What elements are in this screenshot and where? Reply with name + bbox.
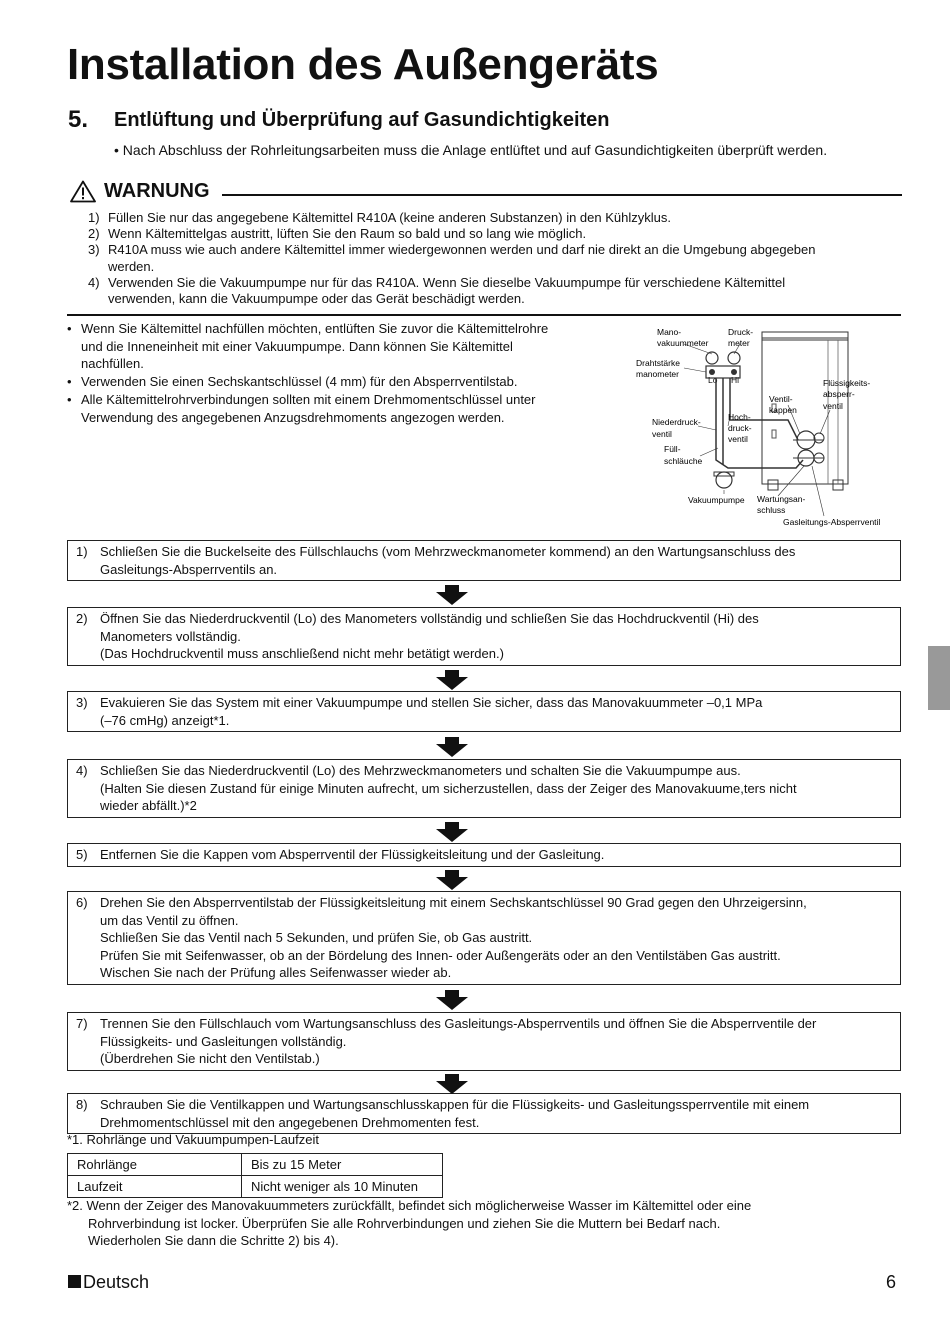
- label-ventil-1: Ventil-: [769, 394, 793, 404]
- step-box: [67, 540, 901, 581]
- warning-item-number: 2): [88, 226, 100, 242]
- warning-item: [88, 226, 900, 242]
- bullet-text: Alle Kältemittelrohrverbindungen sollten mit einem Drehmomentschlüssel unter: [81, 391, 536, 407]
- label-hoch-1: Hoch-: [728, 412, 751, 422]
- bullet-text: und die Inneneinheit mit einer Vakuumpumpe. Dann können Sie Kältemittel: [81, 338, 513, 354]
- step-number: 5): [76, 847, 88, 862]
- label-mano-1: Mano-: [657, 327, 682, 337]
- section-number: 5.: [68, 106, 89, 133]
- step-box: [67, 691, 901, 732]
- warning-item: [88, 275, 900, 307]
- label-ventil-2: kappen: [769, 405, 797, 415]
- step-text: (Das Hochdruckventil muss anschließend nicht mehr betätigt werden.): [100, 646, 504, 662]
- label-fuell-1: Füll-: [664, 444, 681, 454]
- vacuum-setup-diagram: [628, 320, 900, 532]
- footer-language: [68, 1272, 149, 1293]
- lo-label: Lo: [708, 375, 718, 385]
- down-arrow-icon: [436, 870, 468, 890]
- bullet-text: nachfüllen.: [81, 356, 144, 372]
- step-text: Entfernen Sie die Kappen vom Absperrventil der Flüssigkeitsleitung und der Gasleitung.: [100, 847, 605, 862]
- note-1: *1. Rohrlänge und Vakuumpumpen-Laufzeit: [67, 1132, 319, 1147]
- step-text: Schließen Sie das Niederdruckventil (Lo) des Mehrzweckmanometers und schalten Sie die Vakuumpumpe aus.: [100, 763, 741, 778]
- label-hoch-2: druck-: [728, 423, 752, 433]
- label-draht-2: manometer: [636, 369, 679, 379]
- down-arrow-icon: [436, 990, 468, 1010]
- label-druck-1: Druck-: [728, 327, 754, 337]
- page-number: 6: [886, 1272, 897, 1292]
- bullet-dot: •: [67, 321, 72, 336]
- bullet-item: [67, 373, 607, 391]
- note-2-line: Wiederholen Sie dann die Schritte 2) bis 4).: [88, 1233, 339, 1249]
- label-wartung-1: Wartungsan-: [757, 494, 806, 504]
- warning-divider: [222, 194, 902, 196]
- step-text: Schließen Sie die Buckelseite des Füllschlauchs (vom Mehrzweckmanometer kommend) an den Wartungsanschluss des: [100, 544, 796, 559]
- step-text: Drehen Sie den Absperrventilstab der Flüssigkeitsleitung mit einem Sechskantschlüssel 90 Grad gegen den Uhrzeigersinn,: [100, 895, 807, 910]
- step-text: Gasleitungs-Absperrventils an.: [100, 561, 278, 577]
- step-number: 1): [76, 544, 88, 559]
- step-text: (Überdrehen Sie nicht den Ventilstab.): [100, 1051, 320, 1067]
- label-wartung-2: schluss: [757, 505, 786, 515]
- step-box: [67, 759, 901, 818]
- label-hoch-3: ventil: [728, 434, 748, 444]
- section-intro: • Nach Abschluss der Rohrleitungsarbeiten muss die Anlage entlüftet und auf Gasundichtigkeiten überprüft werden.: [114, 142, 828, 158]
- warning-triangle-icon: [70, 180, 96, 203]
- step-box: [67, 1012, 901, 1071]
- table-row: [68, 1154, 443, 1176]
- step-text: Wischen Sie nach der Prüfung alles Seifenwasser wieder ab.: [100, 965, 452, 981]
- warning-item: [88, 210, 900, 226]
- bullet-dot: •: [67, 391, 72, 407]
- label-gas: Gasleitungs-Absperrventil: [783, 517, 881, 527]
- note-2-line: Rohrverbindung ist locker. Überprüfen Sie alle Rohrverbindungen und ziehen Sie die Muttern bei Bedarf nach.: [88, 1215, 721, 1231]
- step-text: (Halten Sie diesen Zustand für einige Minuten aufrecht, um sicherzustellen, dass der Zeiger des Manovakuume,ters nicht: [100, 780, 797, 796]
- warning-item-text: werden.: [108, 258, 155, 274]
- down-arrow-icon: [436, 585, 468, 605]
- square-bullet-icon: [68, 1275, 81, 1288]
- section-title: Entlüftung und Überprüfung auf Gasundichtigkeiten: [114, 109, 610, 131]
- label-draht-1: Drahtstärke: [636, 358, 680, 368]
- table-cell-label: Rohrlänge: [68, 1154, 242, 1176]
- step-text: Schrauben Sie die Ventilkappen und Wartungsanschlusskappen für die Flüssigkeits- und Gasleitungssperrventile mit einem: [100, 1097, 810, 1112]
- step-text: Manometers vollständig.: [100, 628, 241, 644]
- bullet-text: Verwenden Sie einen Sechskantschlüssel (4 mm) für den Absperrventilstab.: [81, 374, 518, 390]
- label-nieder-2: ventil: [652, 429, 672, 439]
- step-number: 8): [76, 1097, 88, 1112]
- bullet-item: [67, 320, 607, 373]
- step-text: Öffnen Sie das Niederdruckventil (Lo) des Manometers vollständig und schließen Sie das Hochdruckventil (Hi) des: [100, 611, 759, 626]
- bullet-text: Wenn Sie Kältemittel nachfüllen möchten, entlüften Sie zuvor die Kältemittelrohre: [81, 321, 549, 336]
- label-druck-2: meter: [728, 338, 750, 348]
- label-mano-2: vakuummeter: [657, 338, 709, 348]
- table-cell-value: Nicht weniger als 10 Minuten: [242, 1176, 443, 1198]
- step-text: wieder abfällt.)*2: [100, 798, 197, 814]
- down-arrow-icon: [436, 737, 468, 757]
- down-arrow-icon: [436, 670, 468, 690]
- step-number: 2): [76, 611, 88, 626]
- warning-label: WARNUNG: [104, 180, 210, 202]
- section-tab-marker: [928, 646, 950, 710]
- bullet-list: [67, 320, 607, 426]
- step-number: 6): [76, 895, 88, 910]
- warning-item-number: 4): [88, 274, 100, 290]
- warning-list: [88, 210, 900, 307]
- warning-item-number: 3): [88, 242, 100, 258]
- step-box: [67, 843, 901, 867]
- step-number: 4): [76, 763, 88, 778]
- footer-language-text: Deutsch: [83, 1272, 150, 1292]
- table-cell-value: Bis zu 15 Meter: [242, 1154, 443, 1176]
- step-text: Trennen Sie den Füllschlauch vom Wartungsanschluss des Gasleitungs-Absperrventils und öffnen Sie die Absperrventile der: [100, 1016, 817, 1031]
- step-box: [67, 1093, 901, 1134]
- table-row: [68, 1176, 443, 1198]
- label-fluessig-3: ventil: [823, 401, 843, 411]
- step-box: [67, 891, 901, 985]
- table-cell-label: Laufzeit: [68, 1176, 242, 1198]
- down-arrow-icon: [436, 1074, 468, 1094]
- warning-item: [88, 242, 900, 274]
- warning-item-number: 1): [88, 210, 100, 225]
- warning-bottom-divider: [67, 314, 901, 316]
- hi-label: Hi: [731, 375, 740, 385]
- step-number: 7): [76, 1016, 88, 1031]
- warning-item-text: Füllen Sie nur das angegebene Kältemittel R410A (keine anderen Substanzen) in den Kühlzyklus.: [108, 210, 671, 225]
- label-nieder-1: Niederdruck-: [652, 417, 701, 427]
- warning-item-text: Verwenden Sie die Vakuumpumpe nur für das R410A. Wenn Sie dieselbe Vakuumpumpe für verschiedene Kältemittel: [108, 274, 786, 290]
- step-text: um das Ventil zu öffnen.: [100, 912, 239, 928]
- bullet-item: [67, 391, 607, 426]
- pipe-length-table: [67, 1153, 443, 1198]
- warning-item-text: verwenden, kann die Vakuumpumpe oder das Gerät beschädigt werden.: [108, 291, 525, 307]
- step-text: Evakuieren Sie das System mit einer Vakuumpumpe und stellen Sie sicher, dass das Manovakuummeter –0,1 MPa: [100, 695, 763, 710]
- step-box: [67, 607, 901, 666]
- label-vakuumpumpe: Vakuumpumpe: [688, 495, 745, 505]
- diagram-drawing: [628, 320, 900, 532]
- note-2: [67, 1197, 887, 1250]
- label-fuell-2: schläuche: [664, 456, 703, 466]
- label-fluessig-2: absperr-: [823, 389, 855, 399]
- bullet-text: Verwendung des angegebenen Anzugsdrehmoments angezogen werden.: [81, 409, 505, 425]
- step-text: Drehmomentschlüssel mit den angegebenen Drehmomenten fest.: [100, 1114, 480, 1130]
- warning-item-text: R410A muss wie auch andere Kältemittel immer wiedergewonnen werden und darf nie direkt an die Umgebung abgegeben: [108, 242, 816, 258]
- step-text: Schließen Sie das Ventil nach 5 Sekunden, und prüfen Sie, ob Gas austritt.: [100, 930, 533, 946]
- page-title: Installation des Außengeräts: [67, 40, 659, 89]
- step-text: (–76 cmHg) anzeigt*1.: [100, 712, 230, 728]
- step-text: Prüfen Sie mit Seifenwasser, ob an der Bördelung des Innen- oder Außengeräts oder an den Ventilstäben Gas austritt.: [100, 947, 781, 963]
- step-text: Flüssigkeits- und Gasleitungen vollständig.: [100, 1033, 347, 1049]
- down-arrow-icon: [436, 822, 468, 842]
- warning-header: [70, 179, 902, 207]
- label-fluessig-1: Flüssigkeits-: [823, 378, 871, 388]
- warning-item-text: Wenn Kältemittelgas austritt, lüften Sie den Raum so bald und so lang wie möglich.: [108, 226, 587, 242]
- step-number: 3): [76, 695, 88, 710]
- note-2-line: *2. Wenn der Zeiger des Manovakuummeters zurückfällt, befindet sich möglicherweise Wasser im Kältemittel oder eine: [67, 1198, 752, 1213]
- bullet-dot: •: [67, 374, 72, 390]
